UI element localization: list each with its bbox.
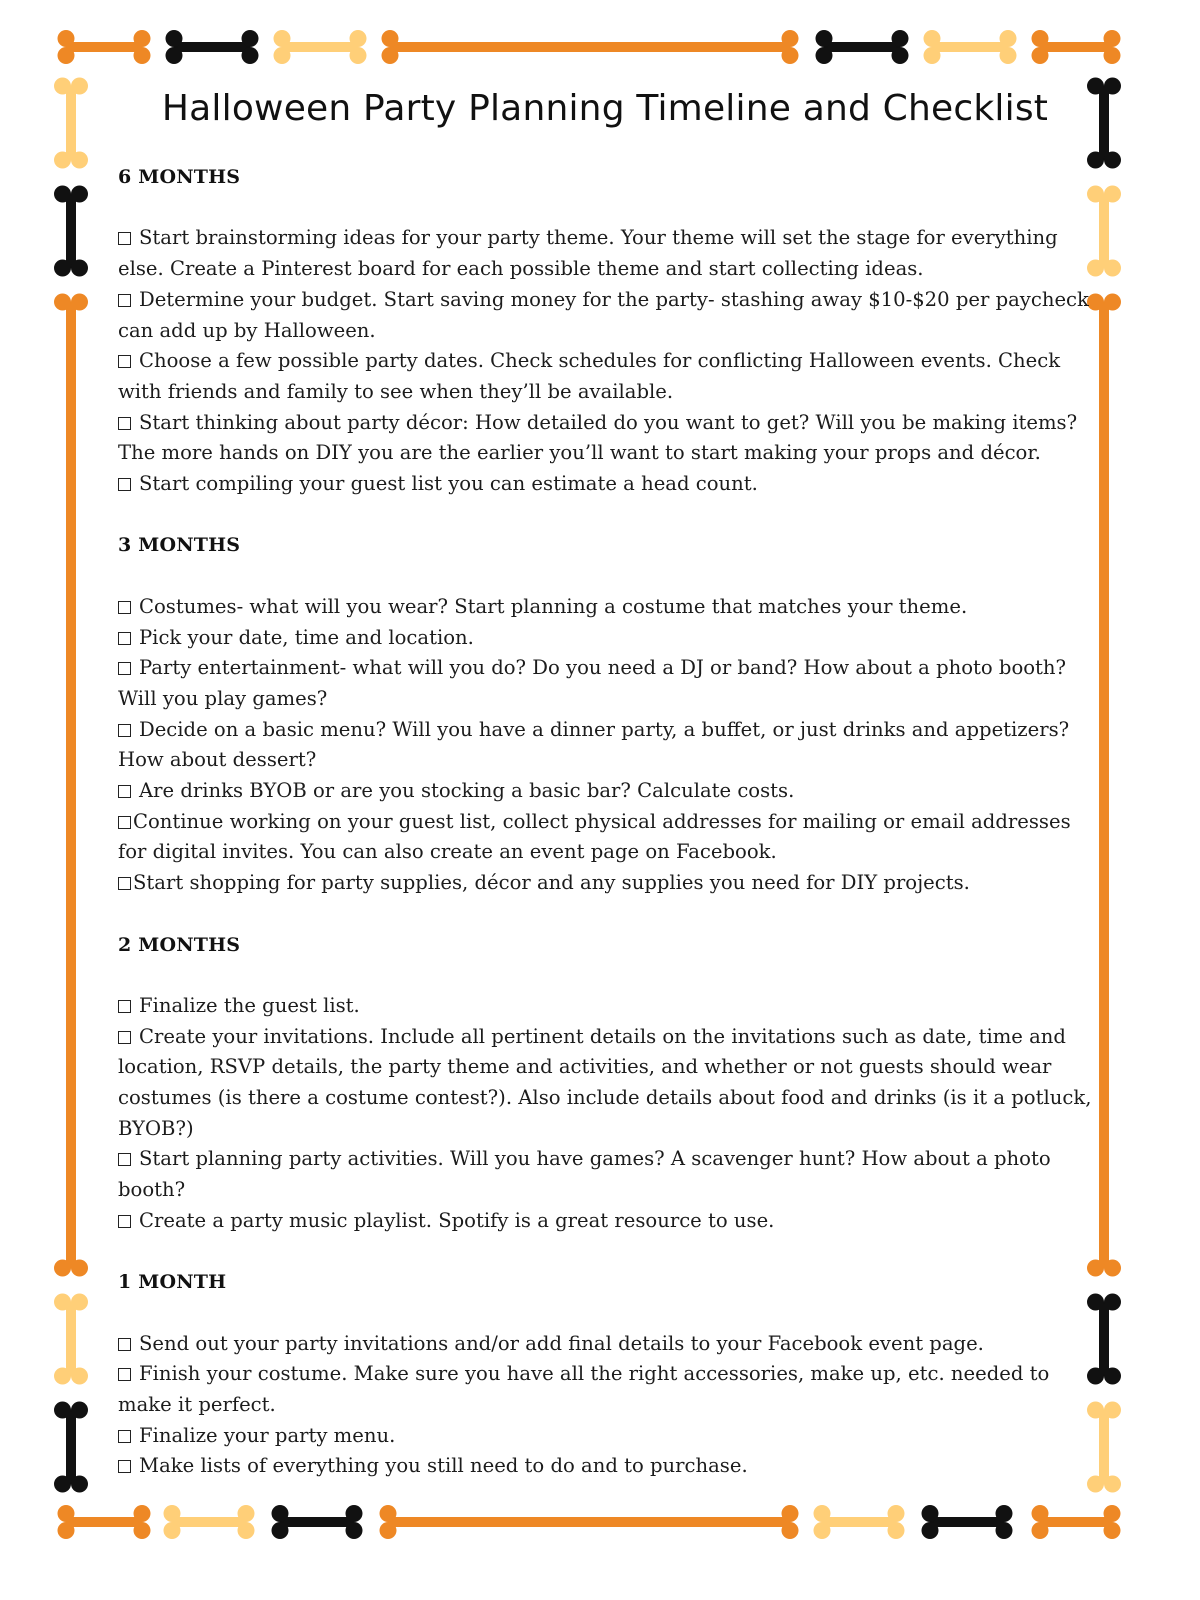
bone-icon xyxy=(922,1505,1013,1539)
section-spacer xyxy=(118,1237,1098,1268)
checklist-item[interactable] xyxy=(118,1451,1098,1482)
bone-icon xyxy=(272,1505,363,1539)
checklist-item[interactable] xyxy=(118,346,1098,407)
checkbox-icon[interactable] xyxy=(118,601,131,614)
bone-icon xyxy=(54,1294,88,1385)
checklist-item[interactable] xyxy=(118,623,1098,654)
checklist-item[interactable] xyxy=(118,469,1098,500)
checklist-item[interactable] xyxy=(118,868,1098,899)
bone-icon xyxy=(166,30,259,64)
item-text: Create your invitations. Include all pertinent details on the invitations such as date, time and location, RSVP details, the party theme and activities, and whether or not guests should wear costumes (is there a costume contest?). Also include details about food and drinks (is it a potluck, BYOB?) xyxy=(118,1024,1092,1140)
checkbox-icon[interactable] xyxy=(118,355,131,368)
bone-icon xyxy=(58,1505,151,1539)
checkbox-icon[interactable] xyxy=(118,816,131,829)
item-text: Send out your party invitations and/or add final details to your Facebook event page. xyxy=(139,1331,984,1355)
checklist-item[interactable] xyxy=(118,1022,1098,1145)
checklist-item[interactable] xyxy=(118,1359,1098,1420)
item-text: Pick your date, time and location. xyxy=(139,625,474,649)
checkbox-icon[interactable] xyxy=(118,1000,131,1013)
checklist-item[interactable] xyxy=(118,592,1098,623)
checklist-item[interactable] xyxy=(118,991,1098,1022)
checkbox-icon[interactable] xyxy=(118,478,131,491)
checklist-item[interactable] xyxy=(118,807,1098,868)
item-text: Start compiling your guest list you can estimate a head count. xyxy=(139,472,758,496)
checklist-item[interactable] xyxy=(118,1144,1098,1205)
bone-icon xyxy=(382,30,799,64)
item-text: Start brainstorming ideas for your party theme. Your theme will set the stage for everything else. Create a Pinterest board for each possible theme and start collecting ideas. xyxy=(118,226,1058,281)
bone-icon xyxy=(1032,1505,1121,1539)
checklist-item[interactable] xyxy=(118,1329,1098,1360)
bone-icon xyxy=(1032,30,1121,64)
checkbox-icon[interactable] xyxy=(118,1338,131,1351)
section-6-months xyxy=(118,162,1098,500)
bone-icon xyxy=(924,30,1017,64)
item-text: Finalize your party menu. xyxy=(139,1423,396,1447)
checkbox-icon[interactable] xyxy=(118,1153,131,1166)
bone-icon xyxy=(380,1505,799,1539)
item-text: Decide on a basic menu? Will you have a dinner party, a buffet, or just drinks and appetizers? How about dessert? xyxy=(118,717,1070,772)
bone-icon xyxy=(54,186,88,277)
item-text: Finalize the guest list. xyxy=(139,993,360,1017)
bone-icon xyxy=(54,294,88,1277)
item-text: Party entertainment- what will you do? Do you need a DJ or band? How about a photo booth? Will you play games? xyxy=(118,656,1067,710)
bone-icon xyxy=(58,30,151,64)
checklist-item[interactable] xyxy=(118,285,1098,346)
bone-icon xyxy=(164,1505,255,1539)
section-2-months xyxy=(118,930,1098,1237)
checkbox-icon[interactable] xyxy=(118,417,131,430)
checkbox-icon[interactable] xyxy=(118,632,131,645)
section-heading: 6 MONTHS xyxy=(118,166,241,188)
item-text: Finish your costume. Make sure you have all the right accessories, make up, etc. needed to make it perfect. xyxy=(118,1362,1050,1417)
checkbox-icon[interactable] xyxy=(118,1031,131,1044)
item-text: Determine your budget. Start saving money for the party- stashing away $10-$20 per paycheck can add up by Halloween. xyxy=(118,287,1089,342)
checkbox-icon[interactable] xyxy=(118,724,131,737)
checkbox-icon[interactable] xyxy=(118,1215,131,1228)
section-spacer xyxy=(118,899,1098,930)
checkbox-icon[interactable] xyxy=(118,232,131,245)
item-text: Start shopping for party supplies, décor and any supplies you need for DIY projects. xyxy=(133,871,970,895)
section-1-month xyxy=(118,1267,1098,1482)
item-text: Costumes- what will you wear? Start planning a costume that matches your theme. xyxy=(139,594,968,618)
page-title: Halloween Party Planning Timeline and Checklist xyxy=(161,88,1049,129)
checklist-item[interactable] xyxy=(118,223,1098,284)
checkbox-icon[interactable] xyxy=(118,785,131,798)
checklist-item[interactable] xyxy=(118,715,1098,776)
bone-icon xyxy=(814,1505,905,1539)
section-spacer xyxy=(118,500,1098,531)
checkbox-icon[interactable] xyxy=(118,1430,131,1443)
bone-icon xyxy=(816,30,909,64)
section-heading: 1 MONTH xyxy=(118,1271,227,1294)
section-3-months xyxy=(118,530,1098,898)
checkbox-icon[interactable] xyxy=(118,877,131,890)
section-heading: 3 MONTHS xyxy=(118,534,241,557)
checklist-item[interactable] xyxy=(118,776,1098,807)
checklist-item[interactable] xyxy=(118,1206,1098,1237)
item-text: Start thinking about party décor: How detailed do you want to get? Will you be making items? The more hands on DIY you are the earlier you’ll want to start making your props and décor. xyxy=(118,410,1078,465)
item-text: Start planning party activities. Will you have games? A scavenger hunt? How about a photo booth? xyxy=(118,1147,1051,1202)
bone-icon xyxy=(54,1402,88,1493)
checkbox-icon[interactable] xyxy=(118,662,131,675)
item-text: Choose a few possible party dates. Check schedules for conflicting Halloween events. Check with friends and family to see when they’ll be available. xyxy=(118,349,1061,403)
item-text: Continue working on your guest list, collect physical addresses for mailing or email addresses for digital invites. You can also create an event page on Facebook. xyxy=(118,809,1071,864)
checklist-item[interactable] xyxy=(118,653,1098,714)
section-heading: 2 MONTHS xyxy=(118,933,241,956)
item-text: Make lists of everything you still need to do and to purchase. xyxy=(139,1454,748,1478)
checkbox-icon[interactable] xyxy=(118,1368,131,1381)
checklist-item[interactable] xyxy=(118,1421,1098,1452)
bone-icon xyxy=(274,30,367,64)
checkbox-icon[interactable] xyxy=(118,1460,131,1473)
checkbox-icon[interactable] xyxy=(118,294,131,307)
checklist-item[interactable] xyxy=(118,408,1098,469)
checklist-body xyxy=(118,162,1098,1482)
item-text: Are drinks BYOB or are you stocking a basic bar? Calculate costs. xyxy=(139,779,795,803)
item-text: Create a party music playlist. Spotify is a great resource to use. xyxy=(139,1208,775,1232)
